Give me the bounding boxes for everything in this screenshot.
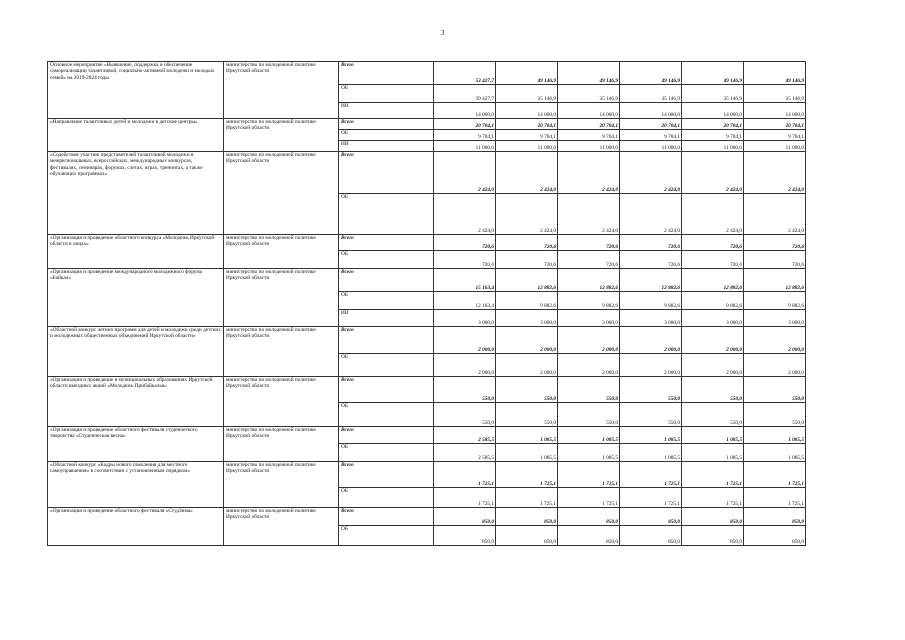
amount-cell: 49 146,9 — [620, 62, 682, 85]
amount-cell: 720,6 — [744, 235, 806, 251]
amount-cell: 11 000,0 — [558, 141, 620, 152]
amount-cell: 720,6 — [682, 251, 744, 269]
amount-cell: 20 704,1 — [496, 119, 558, 130]
amount-cell: 1 725,1 — [744, 488, 806, 508]
amount-cell: 1 085,5 — [558, 444, 620, 462]
amount-cell: 850,0 — [744, 508, 806, 526]
amount-cell: 550,0 — [496, 403, 558, 427]
amount-cell: 20 704,1 — [744, 119, 806, 130]
amount-cell: 12 882,6 — [558, 269, 620, 292]
amount-cell: 35 146,9 — [682, 85, 744, 103]
amount-cell: 12 163,4 — [434, 292, 496, 310]
table-row — [48, 152, 806, 194]
funding-source-label: Всего — [339, 508, 434, 526]
amount-cell: 1 725,1 — [496, 488, 558, 508]
funding-source-label: Всего — [339, 119, 434, 130]
activity-name: «Областной конкурс «Кадры нового поколения для местного самоуправления» в соответствии с установленным порядком» — [48, 462, 224, 508]
amount-cell: 720,6 — [620, 251, 682, 269]
amount-cell: 720,6 — [558, 251, 620, 269]
amount-cell: 20 704,1 — [620, 119, 682, 130]
amount-cell: 720,6 — [496, 235, 558, 251]
responsible-body: министерство по молодежной политике Иркутской области — [224, 327, 339, 377]
amount-cell: 1 085,5 — [496, 444, 558, 462]
amount-cell: 14 000,0 — [558, 103, 620, 119]
amount-cell: 3 000,0 — [558, 310, 620, 327]
table-row — [48, 327, 806, 354]
funding-source-label: Всего — [339, 235, 434, 251]
amount-cell: 1 725,1 — [496, 462, 558, 488]
amount-cell: 14 000,0 — [744, 103, 806, 119]
amount-cell: 12 882,6 — [620, 269, 682, 292]
amount-cell: 9 704,1 — [496, 130, 558, 141]
amount-cell: 2 585,5 — [434, 444, 496, 462]
amount-cell: 2 000,0 — [558, 327, 620, 354]
amount-cell: 3 000,0 — [620, 310, 682, 327]
amount-cell: 1 725,1 — [434, 462, 496, 488]
activity-name: «Областной конкурс летних программ для детей и молодежи среди детских и молодежных общественных объединений Иркутской области» — [48, 327, 224, 377]
amount-cell: 2 000,0 — [744, 327, 806, 354]
amount-cell: 53 427,7 — [434, 62, 496, 85]
amount-cell: 49 146,9 — [682, 62, 744, 85]
amount-cell: 2 000,0 — [434, 327, 496, 354]
funding-source-label: ОБ — [339, 354, 434, 377]
table-row — [48, 508, 806, 526]
amount-cell: 720,6 — [434, 235, 496, 251]
table-row — [48, 377, 806, 403]
amount-cell: 2 000,0 — [496, 354, 558, 377]
funding-source-label: Всего — [339, 269, 434, 292]
amount-cell: 11 000,0 — [620, 141, 682, 152]
amount-cell: 2 000,0 — [434, 354, 496, 377]
amount-cell: 11 000,0 — [496, 141, 558, 152]
amount-cell: 2 424,0 — [744, 152, 806, 194]
funding-source-label: ОБ — [339, 403, 434, 427]
amount-cell: 3 000,0 — [434, 310, 496, 327]
page-number: 3 — [441, 29, 445, 37]
funding-source-label: ОБ — [339, 85, 434, 103]
amount-cell: 1 085,5 — [620, 427, 682, 444]
table-row — [48, 427, 806, 444]
amount-cell: 1 725,1 — [744, 462, 806, 488]
amount-cell: 720,6 — [744, 251, 806, 269]
amount-cell: 2 000,0 — [496, 327, 558, 354]
amount-cell: 3 000,0 — [744, 310, 806, 327]
amount-cell: 2 585,5 — [434, 427, 496, 444]
amount-cell: 12 882,6 — [682, 269, 744, 292]
amount-cell: 3 000,0 — [496, 310, 558, 327]
amount-cell: 2 424,0 — [496, 194, 558, 235]
amount-cell: 3 000,0 — [682, 310, 744, 327]
amount-cell: 850,0 — [682, 508, 744, 526]
amount-cell: 550,0 — [620, 403, 682, 427]
responsible-body: министерство по молодежной политике Иркутской области — [224, 119, 339, 152]
amount-cell: 35 146,9 — [558, 85, 620, 103]
funding-source-label: ИИ — [339, 141, 434, 152]
activity-name: «Организация и проведение международного молодежного форума «Байкал» — [48, 269, 224, 327]
amount-cell: 2 000,0 — [620, 354, 682, 377]
amount-cell: 39 427,7 — [434, 85, 496, 103]
amount-cell: 1 725,1 — [682, 462, 744, 488]
amount-cell: 850,0 — [496, 508, 558, 526]
funding-source-label: ИИ — [339, 310, 434, 327]
amount-cell: 550,0 — [620, 377, 682, 403]
amount-cell: 550,0 — [558, 403, 620, 427]
funding-source-label: Всего — [339, 427, 434, 444]
amount-cell: 2 000,0 — [620, 327, 682, 354]
amount-cell: 550,0 — [496, 377, 558, 403]
amount-cell: 12 882,6 — [496, 269, 558, 292]
amount-cell: 850,0 — [558, 508, 620, 526]
funding-source-label: ОБ — [339, 194, 434, 235]
amount-cell: 550,0 — [744, 403, 806, 427]
amount-cell: 850,0 — [620, 526, 682, 546]
amount-cell: 2 000,0 — [682, 327, 744, 354]
amount-cell: 35 146,9 — [496, 85, 558, 103]
amount-cell: 11 000,0 — [682, 141, 744, 152]
amount-cell: 1 085,5 — [558, 427, 620, 444]
amount-cell: 550,0 — [744, 377, 806, 403]
amount-cell: 35 146,9 — [620, 85, 682, 103]
responsible-body: министерство по молодежной политике Иркутской области — [224, 235, 339, 269]
funding-source-label: ОБ — [339, 526, 434, 546]
amount-cell: 1 085,5 — [682, 427, 744, 444]
amount-cell: 550,0 — [558, 377, 620, 403]
amount-cell: 20 704,1 — [434, 119, 496, 130]
amount-cell: 9 882,6 — [620, 292, 682, 310]
table-row — [48, 235, 806, 251]
amount-cell: 850,0 — [682, 526, 744, 546]
funding-source-label: Всего — [339, 62, 434, 85]
amount-cell: 720,6 — [620, 235, 682, 251]
amount-cell: 1 725,1 — [434, 488, 496, 508]
funding-source-label: ИИ — [339, 103, 434, 119]
amount-cell: 720,6 — [434, 251, 496, 269]
funding-source-label: ОБ — [339, 130, 434, 141]
amount-cell: 850,0 — [558, 526, 620, 546]
amount-cell: 14 000,0 — [620, 103, 682, 119]
amount-cell: 550,0 — [434, 403, 496, 427]
funding-source-label: ОБ — [339, 444, 434, 462]
funding-source-label: ОБ — [339, 251, 434, 269]
amount-cell: 1 085,5 — [496, 427, 558, 444]
amount-cell: 1 725,1 — [558, 462, 620, 488]
amount-cell: 550,0 — [434, 377, 496, 403]
funding-source-label: Всего — [339, 327, 434, 354]
amount-cell: 850,0 — [434, 526, 496, 546]
amount-cell: 2 424,0 — [558, 152, 620, 194]
activity-name: «Направление талантливых детей и молодежи в детские центры» — [48, 119, 224, 152]
amount-cell: 9 882,6 — [558, 292, 620, 310]
amount-cell: 2 424,0 — [620, 152, 682, 194]
amount-cell: 14 000,0 — [682, 103, 744, 119]
activity-name: «Организация и проведение областного фестиваля студенческого творчества «Студенческая весна» — [48, 427, 224, 462]
amount-cell: 9 882,6 — [744, 292, 806, 310]
amount-cell: 14 000,0 — [496, 103, 558, 119]
amount-cell: 20 704,1 — [558, 119, 620, 130]
responsible-body: министерство по молодежной политике Иркутской области — [224, 462, 339, 508]
funding-source-label: Всего — [339, 377, 434, 403]
amount-cell: 2 424,0 — [682, 194, 744, 235]
amount-cell: 850,0 — [744, 526, 806, 546]
amount-cell: 2 000,0 — [558, 354, 620, 377]
amount-cell: 49 146,9 — [558, 62, 620, 85]
table-row — [48, 119, 806, 130]
amount-cell: 1 725,1 — [620, 462, 682, 488]
responsible-body: министерство по молодежной политике Иркутской области — [224, 269, 339, 327]
amount-cell: 49 146,9 — [496, 62, 558, 85]
amount-cell: 720,6 — [558, 235, 620, 251]
amount-cell: 2 424,0 — [496, 152, 558, 194]
amount-cell: 1 085,5 — [682, 444, 744, 462]
amount-cell: 2 424,0 — [744, 194, 806, 235]
amount-cell: 9 704,1 — [682, 130, 744, 141]
responsible-body: министерство по молодежной политике Иркутской области — [224, 62, 339, 119]
amount-cell: 2 424,0 — [682, 152, 744, 194]
amount-cell: 14 000,0 — [434, 103, 496, 119]
amount-cell: 9 882,6 — [682, 292, 744, 310]
table-row — [48, 269, 806, 292]
funding-source-label: Всего — [339, 152, 434, 194]
amount-cell: 850,0 — [620, 508, 682, 526]
budget-table-body — [48, 62, 806, 546]
amount-cell: 720,6 — [496, 251, 558, 269]
amount-cell: 9 704,1 — [744, 130, 806, 141]
funding-source-label: ОБ — [339, 292, 434, 310]
amount-cell: 9 882,6 — [496, 292, 558, 310]
amount-cell: 1 725,1 — [558, 488, 620, 508]
amount-cell: 11 000,0 — [434, 141, 496, 152]
funding-source-label: ОБ — [339, 488, 434, 508]
activity-name: «Организация и проведение областного конкурса «Молодежь Иркутской области в лицах» — [48, 235, 224, 269]
amount-cell: 1 085,5 — [744, 444, 806, 462]
activity-name: «Организация и проведение в муниципальных образованиях Иркутской области выездных акций «Молодежь Прибайкалья» — [48, 377, 224, 427]
amount-cell: 2 424,0 — [434, 152, 496, 194]
responsible-body: министерство по молодежной политике Иркутской области — [224, 377, 339, 427]
activity-name: Основное мероприятие «Выявление, поддержка и обеспечение самореализации талантливой, социально-активной молодежи и молодых семей» на 2019-2024 годы — [48, 62, 224, 119]
amount-cell: 1 085,5 — [620, 444, 682, 462]
amount-cell: 15 163,4 — [434, 269, 496, 292]
amount-cell: 1 085,5 — [744, 427, 806, 444]
amount-cell: 20 704,1 — [682, 119, 744, 130]
amount-cell: 2 000,0 — [682, 354, 744, 377]
amount-cell: 9 704,1 — [620, 130, 682, 141]
amount-cell: 720,6 — [682, 235, 744, 251]
amount-cell: 2 000,0 — [744, 354, 806, 377]
amount-cell: 35 146,9 — [744, 85, 806, 103]
responsible-body: министерство по молодежной политике Иркутской области — [224, 152, 339, 235]
amount-cell: 1 725,1 — [682, 488, 744, 508]
table-row — [48, 62, 806, 85]
activity-name: «Содействие участию представителей талантливой молодежи в межрегиональных, всероссийских, международных конкурсах, фестивалях, семинарах, форумах, слетах, играх, тренингах, а также обучающих программах» — [48, 152, 224, 235]
amount-cell: 2 424,0 — [434, 194, 496, 235]
amount-cell: 12 882,6 — [744, 269, 806, 292]
amount-cell: 850,0 — [496, 526, 558, 546]
activity-name: «Организация и проведение областного фестиваля «СтудЗима» — [48, 508, 224, 546]
amount-cell: 550,0 — [682, 403, 744, 427]
table-row — [48, 462, 806, 488]
responsible-body: министерство по молодежной политике Иркутской области — [224, 427, 339, 462]
responsible-body: министерство по молодежной политике Иркутской области — [224, 508, 339, 546]
amount-cell: 550,0 — [682, 377, 744, 403]
amount-cell: 49 146,9 — [744, 62, 806, 85]
amount-cell: 11 000,0 — [744, 141, 806, 152]
funding-source-label: Всего — [339, 462, 434, 488]
amount-cell: 9 704,1 — [558, 130, 620, 141]
amount-cell: 850,0 — [434, 508, 496, 526]
amount-cell: 2 424,0 — [558, 194, 620, 235]
amount-cell: 1 725,1 — [620, 488, 682, 508]
budget-table — [47, 61, 806, 546]
amount-cell: 2 424,0 — [620, 194, 682, 235]
amount-cell: 9 704,1 — [434, 130, 496, 141]
